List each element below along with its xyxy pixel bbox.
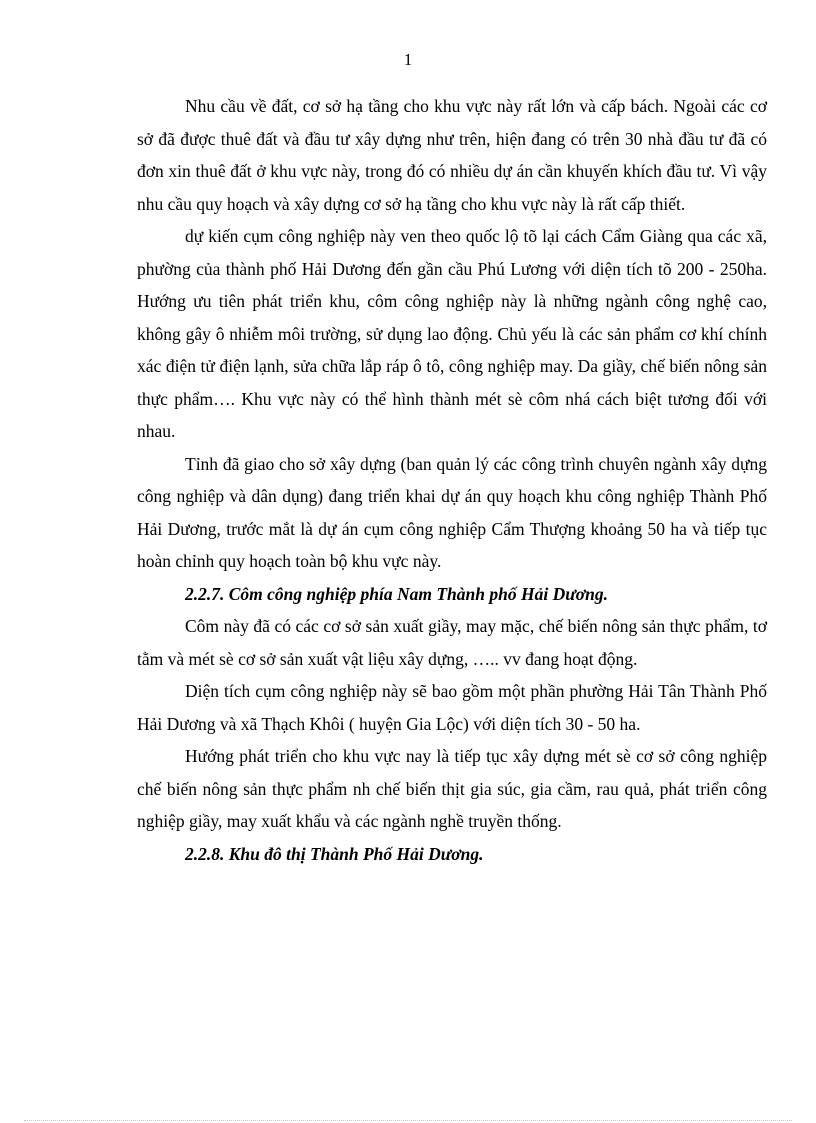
paragraph-development-direction: Hướng phát triển cho khu vực nay là tiếp tục xây dựng mét sè cơ sở công nghiệp chế biến nông sản thực phẩm nh chế biến thịt gia súc, gia cầm, rau quả, phát triển công nghiệp giầy, may xuất khẩu và các ngành nghề truyền thống. xyxy=(137,746,767,831)
page-number: 1 xyxy=(403,50,413,69)
document-body xyxy=(137,90,767,870)
section-heading-2-2-7: 2.2.7. Côm công nghiệp phía Nam Thành phố Hải Dương. xyxy=(185,583,608,604)
page-bottom-divider xyxy=(24,1120,792,1121)
paragraph-province-assignment: Tỉnh đã giao cho sở xây dựng (ban quản lý các công trình chuyên ngành xây dựng công nghiệp và dân dụng) đang triển khai dự án quy hoạch khu công nghiệp Thành Phố Hải Dương, trước mắt là dự án cụm công nghiệp Cẩm Thượng khoảng 50 ha và tiếp tục hoàn chỉnh quy hoạch toàn bộ khu vực này. xyxy=(137,453,767,571)
section-heading-2-2-8: 2.2.8. Khu đô thị Thành Phố Hải Dương. xyxy=(185,843,484,864)
paragraph-cluster-facilities: Côm này đã có các cơ sở sản xuất giầy, may mặc, chế biến nông sản thực phẩm, tơ tằm và mét sè cơ sở sản xuất vật liệu xây dựng, ….. vv đang hoạt động. xyxy=(137,616,767,669)
paragraph-industrial-cluster-plan: dự kiến cụm công nghiệp này ven theo quốc lộ tõ lại cách Cẩm Giàng qua các xã, phường của thành phố Hải Dương đến gần cầu Phú Lương với diện tích tõ 200 - 250ha. Hướng ưu tiên phát triển khu, côm công nghiệp này là những ngành công nghệ cao, không gây ô nhiễm môi trường, sử dụng lao động. Chủ yếu là các sản phẩm cơ khí chính xác điện tử điện lạnh, sửa chữa lắp ráp ô tô, công nghiệp may. Da giầy, chế biến nông sản thực phẩm…. Khu vực này có thể hình thành mét sè côm nhá cách biệt tương đối với nhau. xyxy=(137,226,767,441)
paragraph-cluster-area: Diện tích cụm công nghiệp này sẽ bao gồm một phần phường Hải Tân Thành Phố Hải Dương và xã Thạch Khôi ( huyện Gia Lộc) với diện tích 30 - 50 ha. xyxy=(137,681,767,734)
paragraph-land-demand: Nhu cầu về đất, cơ sở hạ tầng cho khu vực này rất lớn và cấp bách. Ngoài các cơ sở đã được thuê đất và đầu tư xây dựng như trên, hiện đang có trên 30 nhà đầu tư đã có đơn xin thuê đất ở khu vực này, trong đó có nhiều dự án cần khuyến khích đầu tư. Vì vậy nhu cầu quy hoạch và xây dựng cơ sở hạ tầng cho khu vực này là rất cấp thiết. xyxy=(137,96,767,214)
